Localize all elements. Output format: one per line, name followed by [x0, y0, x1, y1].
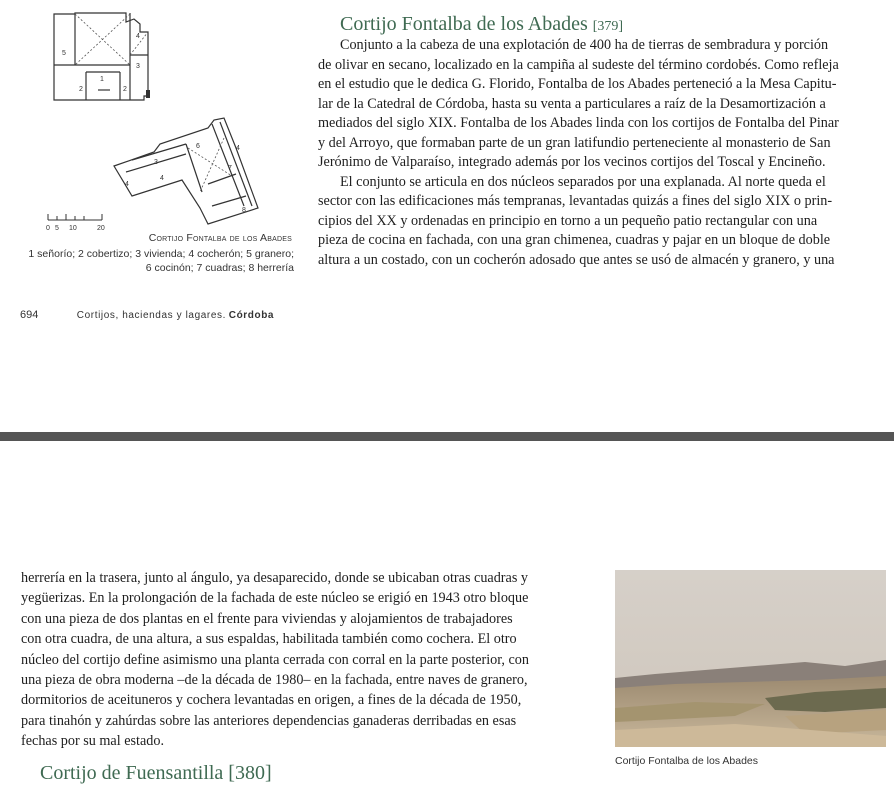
running-title: Cortijos, haciendas y lagares.: [76, 310, 226, 321]
page-footer: [20, 309, 274, 321]
plan-upper-label: 3: [136, 63, 140, 70]
text-line: El conjunto se articula en dos núcleos separados por una explanada. Al norte queda el: [340, 173, 826, 190]
next-heading-clip: [40, 761, 340, 784]
scale-label: 10: [69, 225, 77, 232]
article-title-text: Cortijo Fontalba de los Abades: [340, 13, 588, 35]
text-line: en el estudio que le dedica G. Florido, Fontalba de los Abades perteneció a la Mesa Capitu-: [318, 76, 837, 92]
plan-lower-label: 4: [125, 181, 129, 188]
text-line: una pieza de obra moderna –de la década de 1980– en la fachada, entre naves de granero,: [21, 672, 528, 689]
text-line: Jerónimo de Valparaíso, integrado además por los vecinos cortijos del Toscal y Encineño.: [318, 154, 826, 170]
plan-lower-label: 6: [196, 143, 200, 150]
text-line: núcleo del cortijo define asimismo una planta cerrada con corral en la parte posterior, con: [21, 651, 529, 668]
running-title-bold: Córdoba: [228, 310, 275, 321]
text-line: mediados del siglo XIX. Fontalba de los Abades linda con los cortijos de Fontalba del Pinar: [318, 115, 839, 131]
text-line: lar de la Catedral de Córdoba, hasta su venta a particulares a raíz de la Desamortización a: [318, 95, 826, 112]
floor-plan-upper: [48, 10, 160, 104]
plan-upper-label: 2: [123, 86, 127, 93]
plan-upper-label: 5: [62, 50, 66, 57]
scale-label: 5: [55, 225, 59, 232]
photo-caption: Cortijo Fontalba de los Abades: [615, 755, 759, 767]
text-line: yegüerizas. En la prolongación de la fachada de este núcleo se erigió en 1943 otro bloque: [21, 590, 529, 607]
scale-label: 0: [46, 225, 50, 232]
text-line: con una pieza de dos plantas en el frente para viviendas y alojamientos de trabajadores: [21, 610, 513, 627]
page-divider: [0, 432, 894, 441]
text-line: de olivar en secano, localizado en la campiña al sudeste del término cordobés. Como refleja: [318, 56, 839, 73]
landscape-photo: [615, 570, 886, 747]
plan-lower-label: 4: [160, 175, 164, 182]
scale-label: 20: [97, 225, 105, 232]
text-line: con otra cuadra, de una altura, a sus espaldas, habilitada también como cochera. El otro: [21, 631, 517, 648]
plan-upper-label: 1: [100, 76, 104, 83]
plan-lower-label: 7: [228, 165, 232, 172]
text-line: sector con las edificaciones más tempranas, levantadas quizás a fines del siglo XIX o prin-: [318, 193, 833, 209]
page-number: 694: [20, 309, 39, 321]
plan-legend-line: 6 cocinón; 7 cuadras; 8 herrería: [145, 262, 294, 274]
plan-lower-label: 8: [242, 207, 246, 214]
text-line: Conjunto a la cabeza de una explotación de 400 ha de tierras de sembradura y porción: [340, 37, 829, 53]
text-line: para tinahón y zahúrdas sobre las anteriores dependencias ganaderas derribadas en esas: [21, 712, 517, 729]
next-heading: Cortijo de Fuensantilla [380]: [40, 762, 272, 784]
scale-bar: [44, 210, 110, 232]
article-body-bottom: [21, 568, 589, 752]
plan-upper-label: 4: [136, 33, 140, 40]
text-line: pieza de cocina en fachada, con una gran chimenea, cuadras y pajar en un bloque de doble: [318, 232, 831, 248]
article-body-top: [318, 36, 886, 270]
floor-plan-lower: [112, 114, 272, 226]
article-title-ref: [379]: [592, 19, 624, 34]
text-line: herrería en la trasera, junto al ángulo, ya desaparecido, donde se ubicaban otras cuadras y: [21, 570, 528, 586]
text-line: altura a un costado, con un cocherón adosado que antes se usó de almacén y granero, y una: [318, 251, 835, 268]
plan-lower-label: 4: [236, 145, 240, 152]
plan-legend: [4, 247, 294, 275]
text-line: y del Arroyo, que formaban parte de un gran latifundio perteneciente al monasterio de San: [318, 134, 831, 151]
text-line: cipios del XX y ordenadas en principio en torno a un pequeño patio rectangular con una: [318, 212, 818, 229]
plan-legend-line: 1 señorío; 2 cobertizo; 3 vivienda; 4 cocherón; 5 granero;: [28, 248, 294, 260]
text-line: dormitorios de aceituneros y cochera levantadas en origen, a fines de la década de 1950,: [21, 692, 522, 709]
plan-lower-label: 3: [154, 159, 158, 166]
article-title: [340, 12, 623, 39]
text-line: fechas por su mal estado.: [21, 733, 165, 750]
plan-caption: Cortijo Fontalba de los Abades: [148, 232, 292, 244]
plan-upper-label: 2: [79, 86, 83, 93]
